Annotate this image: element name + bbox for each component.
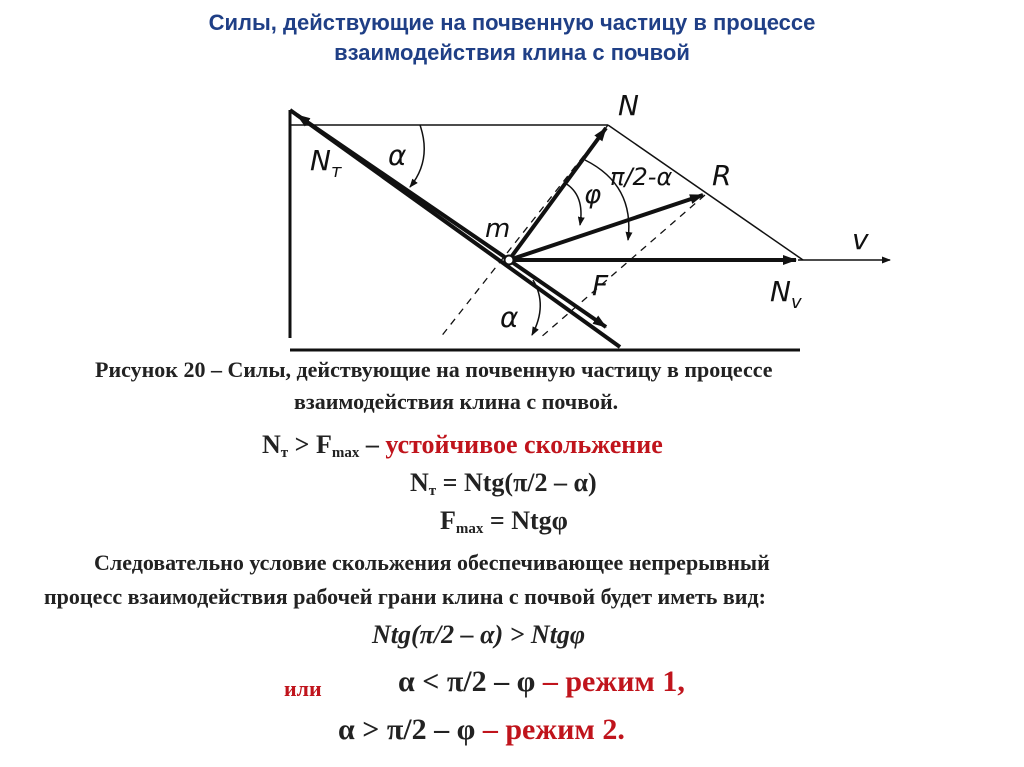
stable-sliding-label: устойчивое скольжение [385,430,663,459]
label-nt: $N_т$ [310,144,342,182]
label-f: F [592,269,609,302]
mode-1-label: – режим 1, [535,665,685,698]
angle-arc-phi [565,183,581,225]
angle-arc-alpha-top [410,125,424,187]
conclusion-line-1: Следовательно условие скольжения обеспечивающее непрерывный [94,550,770,575]
mode-2-label: – режим 2. [475,713,625,746]
formula-stable-sliding: $N_т > F_{max}$ – устойчивое скольжение [262,430,663,461]
force-diagram [250,85,900,365]
vector-r [509,195,703,260]
label-m: m [485,214,511,244]
conclusion-line-2: процесс взаимодействия рабочей грани клина с почвой будет иметь вид: [44,584,766,609]
particle-point [505,256,514,265]
title-line-2: взаимодействия клина с почвой [334,40,690,65]
formula-fmax: $F_{max} = Ntg\varphi$ [440,506,568,537]
sliding-condition: Ntg(π/2 – α) > Ntgφ [372,620,586,649]
formula-nt: $N_т = Ntg(\pi/2 - \alpha)$ [410,468,597,499]
label-nv: $N_v$ [770,275,802,313]
label-phi: φ [584,180,602,210]
label-pi2-alpha: π/2-α [610,163,673,191]
figure-caption-line-2: взаимодействия клина с почвой. [294,389,619,414]
title-line-1: Силы, действующие на почвенную частицу в процессе [208,10,816,35]
mode-2: α > π/2 – φ – режим 2. [338,713,625,746]
or-word: или [284,676,322,701]
label-n: N [618,89,639,122]
label-v: v [852,223,869,256]
vector-nt [297,115,509,260]
label-r: R [712,159,732,192]
mode-1: α < π/2 – φ – режим 1, [398,665,685,698]
figure-caption-line-1: Рисунок 20 – Силы, действующие на почвенную частицу в процессе [95,357,773,382]
dashed-line-right [540,195,705,338]
label-alpha-bottom: α [500,301,519,334]
polygon-edge-n-nv [608,125,803,260]
slide-title [0,8,1024,68]
label-alpha-top: α [388,139,407,172]
